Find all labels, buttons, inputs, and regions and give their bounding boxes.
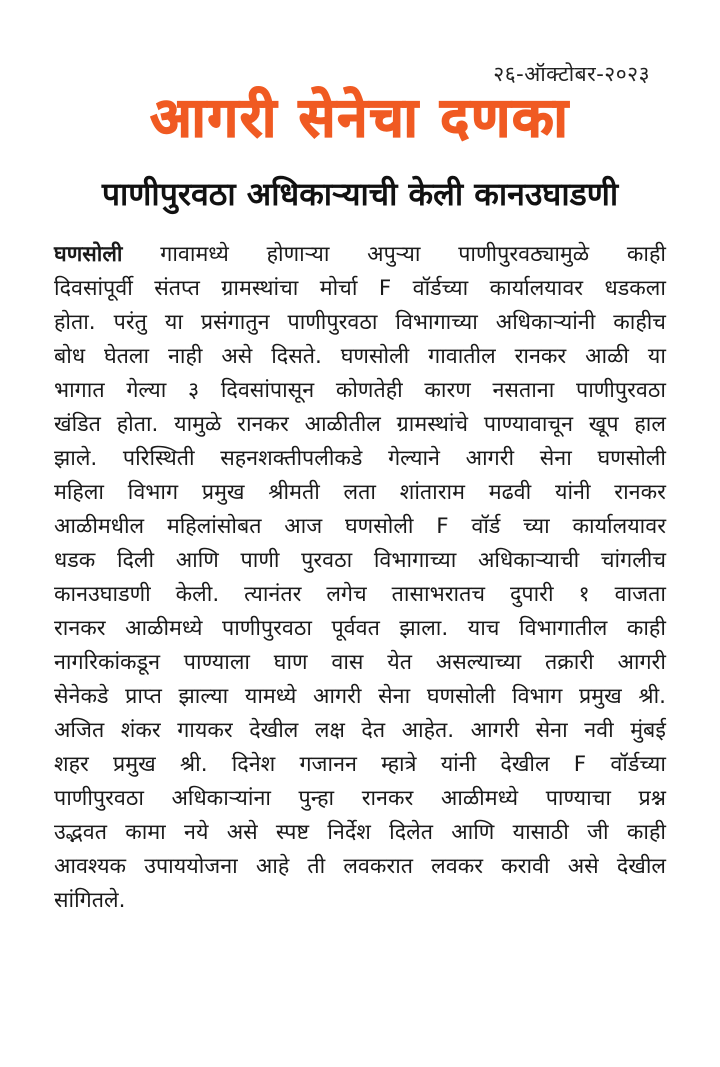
article-body [54, 238, 666, 918]
article-line: खंडित होता. यामुळे रानकर आळीतील ग्रामस्थांचे पाण्यावाचून खूप हाल [54, 412, 666, 437]
article-line: होता. परंतु या प्रसंगातुन पाणीपुरवठा विभागाच्या अधिकाऱ्यांनी काहीच [54, 310, 666, 335]
article-line: सांगितले. [54, 888, 126, 913]
article-line: धडक दिली आणि पाणी पुरवठा विभागाच्या अधिकाऱ्याची चांगलीच [54, 548, 666, 573]
article-line: अजित शंकर गायकर देखील लक्ष देत आहेत. आगरी सेना नवी मुंबई [54, 718, 666, 743]
article-line: कानउघाडणी केली. त्यानंतर लगेच तासाभरातच दुपारी १ वाजता [54, 582, 666, 607]
article-line: रानकर आळीमध्ये पाणीपुरवठा पूर्ववत झाला. याच विभागातील काही [54, 616, 666, 641]
publication-date: २६-ऑक्टोबर-२०२३ [493, 62, 650, 86]
article-headline: पाणीपुरवठा अधिकाऱ्याची केली कानउघाडणी [101, 175, 619, 213]
masthead-title: आगरी सेनेचा दणका [150, 86, 570, 149]
article-line: बोध घेतला नाही असे दिसते. घणसोली गावातील रानकर आळी या [54, 344, 666, 369]
article-line: दिवसांपूर्वी संतप्त ग्रामस्थांचा मोर्चा F वॉर्डच्या कार्यालयावर धडकला [54, 276, 666, 301]
article-line: आळीमधील महिलांसोबत आज घणसोली F वॉर्ड च्या कार्यालयावर [54, 514, 666, 539]
article-line: आवश्यक उपाययोजना आहे ती लवकरात लवकर करावी असे देखील [54, 854, 666, 879]
article-line: शहर प्रमुख श्री. दिनेश गजानन म्हात्रे यांनी देखील F वॉर्डच्या [54, 752, 666, 777]
article-line: पाणीपुरवठा अधिकाऱ्यांना पुन्हा रानकर आळीमध्ये पाण्याचा प्रश्न [54, 786, 666, 811]
article-line: भागात गेल्या ३ दिवसांपासून कोणतेही कारण नसताना पाणीपुरवठा [54, 378, 666, 403]
article-line: घणसोली गावामध्ये होणाऱ्या अपुऱ्या पाणीपुरवठ्यामुळे काही [54, 238, 666, 272]
article-line: महिला विभाग प्रमुख श्रीमती लता शांताराम मढवी यांनी रानकर [54, 480, 666, 505]
article-lead-word: घणसोली [54, 242, 123, 267]
article-line: उद्भवत कामा नये असे स्पष्ट निर्देश दिलेत आणि यासाठी जी काही [54, 820, 666, 845]
article-line: नागरिकांकडून पाण्याला घाण वास येत असल्याच्या तक्रारी आगरी [54, 650, 666, 675]
article-line: झाले. परिस्थिती सहनशक्तीपलीकडे गेल्याने आगरी सेना घणसोली [54, 446, 666, 471]
article-line: सेनेकडे प्राप्त झाल्या यामध्ये आगरी सेना घणसोली विभाग प्रमुख श्री. [54, 684, 666, 709]
